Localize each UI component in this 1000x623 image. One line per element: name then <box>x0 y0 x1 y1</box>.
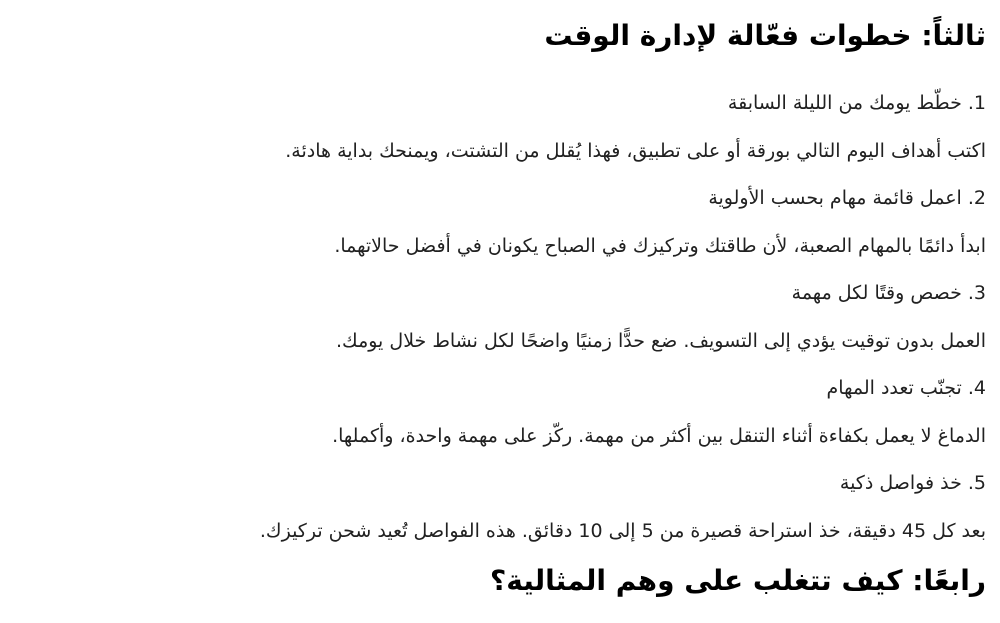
step-3-description: العمل بدون توقيت يؤدي إلى التسويف. ضع حدًّا زمنيًا واضحًا لكل نشاط خلال يومك. <box>336 329 986 352</box>
step-4-heading: 4. تجنّب تعدد المهام <box>826 377 986 399</box>
step-1-heading: 1. خطّط يومك من الليلة السابقة <box>727 92 986 114</box>
step-5-description: بعد كل 45 دقيقة، خذ استراحة قصيرة من 5 إلى 10 دقائق. هذه الفواصل تُعيد شحن تركيزك. <box>259 519 986 542</box>
step-5-heading: 5. خذ فواصل ذكية <box>839 472 986 494</box>
steps-list <box>14 80 986 555</box>
step-2-heading: 2. اعمل قائمة مهام بحسب الأولوية <box>708 187 986 209</box>
step-3-heading: 3. خصص وقتًا لكل مهمة <box>791 282 986 304</box>
step-2-description: ابدأ دائمًا بالمهام الصعبة، لأن طاقتك وتركيزك في الصباح يكونان في أفضل حالاتهما. <box>334 234 986 257</box>
section-heading-fourth: رابعًا: كيف تتغلب على وهم المثالية؟ <box>489 564 986 597</box>
step-4-description: الدماغ لا يعمل بكفاءة أثناء التنقل بين أكثر من مهمة. ركّز على مهمة واحدة، وأكملها. <box>332 424 986 447</box>
section-heading-third: ثالثاً: خطوات فعّالة لإدارة الوقت <box>544 19 986 52</box>
step-1-description: اكتب أهداف اليوم التالي بورقة أو على تطبيق، فهذا يُقلل من التشتت، ويمنحك بداية هادئة. <box>285 139 986 162</box>
